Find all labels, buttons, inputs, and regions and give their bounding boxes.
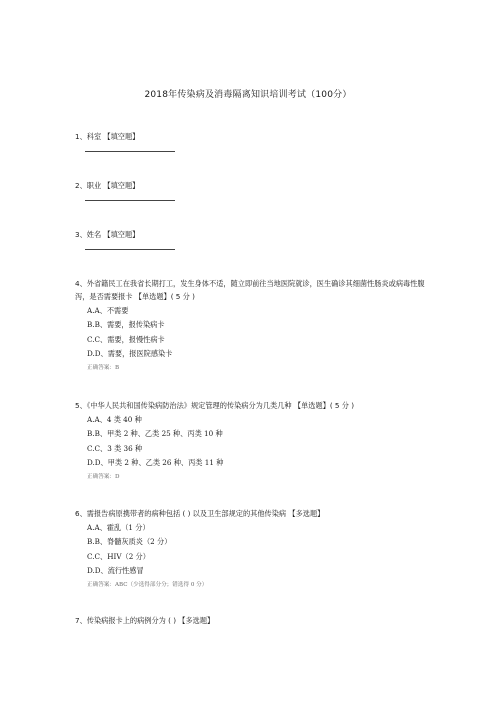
option-c[interactable]: C.C、需要，报慢性病卡 xyxy=(87,334,165,344)
option-b[interactable]: B.B、甲类 2 种、乙类 25 种、丙类 10 种 xyxy=(87,429,223,439)
option-d[interactable]: D.D、甲类 2 种、乙类 26 种、丙类 11 种 xyxy=(87,458,224,468)
option-b[interactable]: B.B、脊髓灰质炎（2 分） xyxy=(87,537,172,547)
question-text: 4、外省籍民工在我省长期打工，发生身体不适，随立即前往当地医院就诊，医生确诊其细菌性肠炎或病毒性腹泻，是否需要报卡 【单选题】( 5 分 ) xyxy=(75,279,425,301)
question-text: 7、传染病报卡上的病例分为 ( ) 【多选题】 xyxy=(75,616,215,625)
answer-blank[interactable] xyxy=(85,198,175,201)
correct-answer: 正确答案：ABC（少选得部分分；错选得 0 分） xyxy=(87,581,208,588)
answer-blank[interactable] xyxy=(85,149,175,152)
question-6 xyxy=(75,507,435,591)
option-a[interactable]: A.A、4 类 40 种 xyxy=(87,415,142,424)
question-text: 6、需报告病原携带者的病种包括 ( ) 以及卫生部规定的其他传染病 【多选题】 xyxy=(75,509,325,518)
option-a[interactable]: A.A、不需要 xyxy=(87,306,129,315)
option-c[interactable]: C.C、HIV（2 分） xyxy=(87,551,150,561)
question-text: 5、《中华人民共和国传染病防治法》规定管理的传染病分为几类几种 【单选题】( 5 分 ) xyxy=(75,401,355,410)
option-c[interactable]: C.C、3 类 36 种 xyxy=(87,443,143,453)
option-b[interactable]: B.B、需要，报传染病卡 xyxy=(87,320,165,330)
page-title: 2018年传染病及消毒隔离知识培训考试（100分） xyxy=(144,90,352,100)
correct-answer: 正确答案：D xyxy=(87,473,120,480)
question-text: 1、科室 【填空题】 xyxy=(75,132,140,141)
question-text: 3、姓名 【填空题】 xyxy=(75,230,140,239)
option-a[interactable]: A.A、霍乱（1 分） xyxy=(87,523,150,532)
question-2 xyxy=(75,179,435,201)
option-d[interactable]: D.D、流行性感冒 xyxy=(87,566,144,576)
question-text: 2、职业 【填空题】 xyxy=(75,181,140,190)
question-1 xyxy=(75,130,435,152)
question-4 xyxy=(75,277,435,374)
option-d[interactable]: D.D、需要，报医院感染卡 xyxy=(87,349,173,359)
answer-blank[interactable] xyxy=(85,247,175,250)
question-7 xyxy=(75,614,435,627)
correct-answer: 正确答案：B xyxy=(87,364,120,371)
question-5 xyxy=(75,399,435,483)
question-3 xyxy=(75,228,435,250)
